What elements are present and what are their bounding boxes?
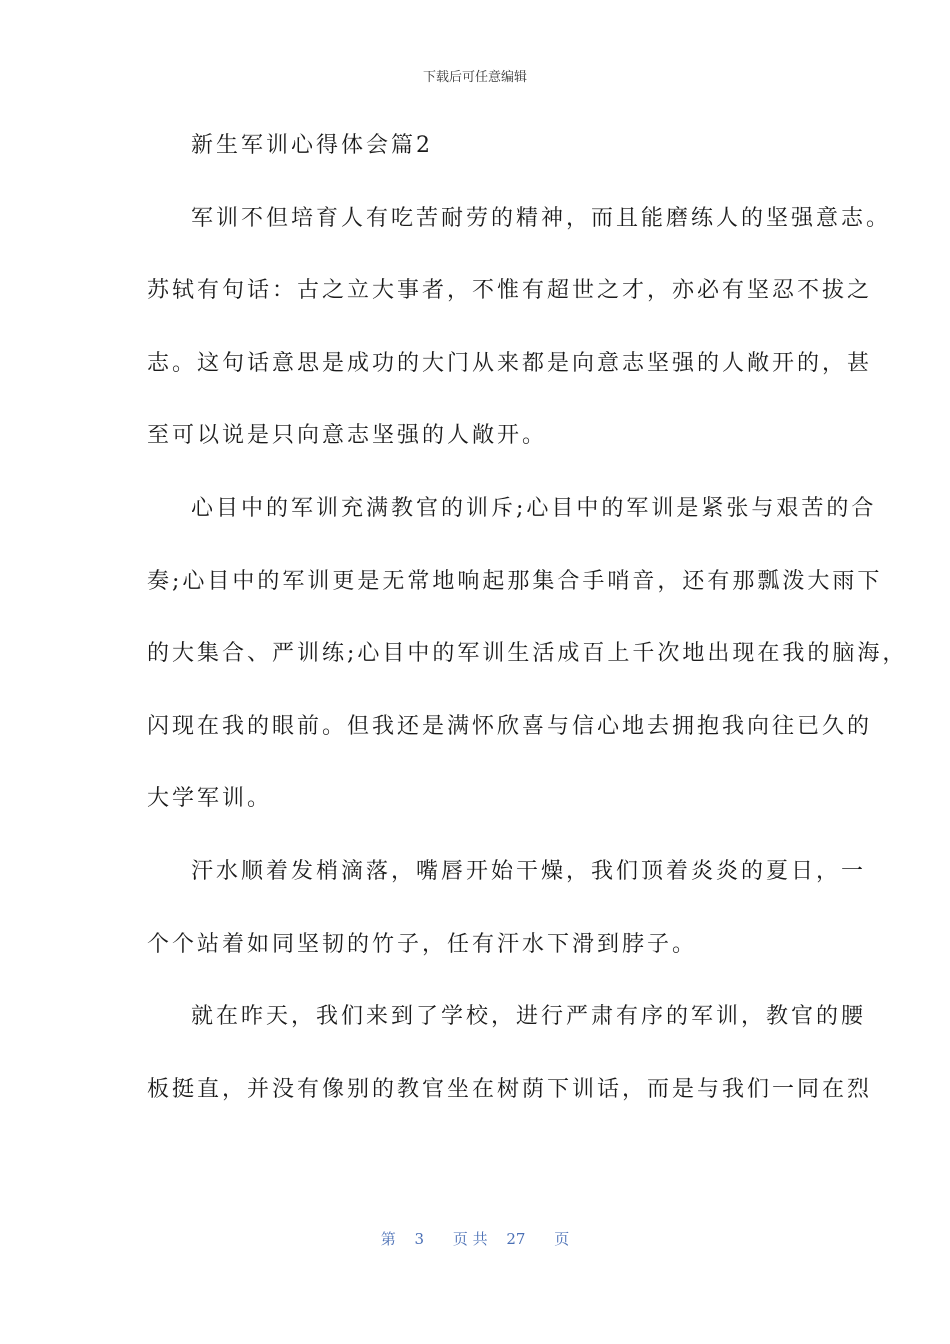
paragraph-line: 板挺直，并没有像别的教官坐在树荫下训话，而是与我们一同在烈 bbox=[147, 1076, 873, 1102]
paragraph-line: 就在昨天，我们来到了学校，进行严肃有序的军训，教官的腰 bbox=[191, 1004, 867, 1030]
paragraph-line: 苏轼有句话：古之立大事者，不惟有超世之才，亦必有坚忍不拔之 bbox=[147, 278, 873, 304]
paragraph-line: 大学军训。 bbox=[147, 786, 273, 812]
page-footer bbox=[0, 1228, 950, 1249]
page-header: 下载后可任意编辑 bbox=[422, 70, 527, 85]
footer-prefix: 第 bbox=[380, 1230, 396, 1248]
paragraph-line: 志。这句话意思是成功的大门从来都是向意志坚强的人敞开的，甚 bbox=[147, 350, 873, 376]
footer-current-page: 3 bbox=[414, 1230, 425, 1248]
paragraph-line: 至可以说是只向意志坚强的人敞开。 bbox=[147, 423, 548, 449]
paragraph-line: 心目中的军训充满教官的训斥;心目中的军训是紧张与艰苦的合 bbox=[191, 495, 877, 521]
paragraph-line: 汗水顺着发梢滴落，嘴唇开始干燥，我们顶着炎炎的夏日，一 bbox=[191, 858, 867, 884]
document-body bbox=[147, 126, 908, 1142]
footer-middle: 页 共 bbox=[452, 1230, 488, 1248]
paragraph-line: 闪现在我的眼前。但我还是满怀欣喜与信心地去拥抱我向往已久的 bbox=[147, 713, 873, 739]
footer-suffix: 页 bbox=[554, 1230, 570, 1248]
section-title: 新生军训心得体会篇2 bbox=[191, 133, 433, 158]
paragraph-line: 个个站着如同坚韧的竹子，任有汗水下滑到脖子。 bbox=[147, 931, 698, 957]
footer-total-pages: 27 bbox=[506, 1230, 526, 1248]
paragraph-line: 军训不但培育人有吃苦耐劳的精神，而且能磨练人的坚强意志。 bbox=[191, 205, 892, 231]
paragraph-line: 的大集合、严训练;心目中的军训生活成百上千次地出现在我的脑海， bbox=[147, 641, 908, 667]
paragraph-line: 奏;心目中的军训更是无常地响起那集合手哨音，还有那瓢泼大雨下 bbox=[147, 568, 883, 594]
